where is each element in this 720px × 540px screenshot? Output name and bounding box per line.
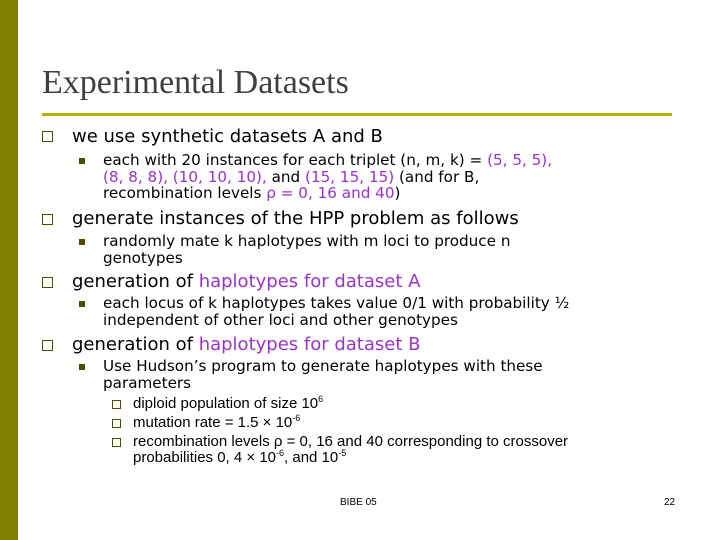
bullet-generate-instances: generate instances of the HPP problem as follows — [72, 208, 519, 229]
bullet-datasets: we use synthetic datasets A and B — [72, 126, 383, 147]
sub-bullet-instances: each with 20 instances for each triplet (n, m, k) = (5, 5, 5), (8, 8, 8), (10, 10, 10), and (15, 15, 15) (and for B, recombination levels ρ = 0, 16 and 40) — [103, 151, 553, 202]
param-population: diploid population of size $10^6$ — [133, 394, 324, 412]
filled-square-bullet-icon — [79, 158, 85, 164]
param-recombination: recombination levels ρ = 0, 16 and 40 corresponding to crossover probabilities 0, $4 \times 10^{-6}$, and $10^{-5}$ — [133, 433, 569, 466]
hollow-square-bullet-icon — [112, 400, 121, 409]
sub-bullet-locus: each locus of k haplotypes takes value 0/1 with probability ½ independent of other loci and other genotypes — [103, 294, 570, 329]
filled-square-bullet-icon — [79, 239, 85, 245]
filled-square-bullet-icon — [79, 364, 85, 370]
slide-title: Experimental Datasets — [42, 64, 349, 101]
hollow-square-bullet-icon — [42, 277, 53, 288]
bullet-dataset-b: generation of haplotypes for dataset B — [72, 334, 421, 355]
param-mutation-rate: mutation rate = $1.5 \times 10^{-6}$ — [133, 413, 301, 431]
hollow-square-bullet-icon — [42, 214, 53, 225]
bullet-dataset-a: generation of haplotypes for dataset A — [72, 271, 421, 292]
filled-square-bullet-icon — [79, 301, 85, 307]
hollow-square-bullet-icon — [42, 340, 53, 351]
title-underline — [42, 113, 672, 116]
side-accent-bar — [0, 0, 18, 540]
footer-label: BIBE 05 — [340, 497, 377, 508]
hollow-square-bullet-icon — [42, 131, 53, 142]
hollow-square-bullet-icon — [112, 419, 121, 428]
sub-bullet-hudson: Use Hudson’s program to generate haplotypes with these parameters — [103, 357, 543, 392]
sub-bullet-random-mate: randomly mate k haplotypes with m loci to produce n genotypes — [103, 232, 511, 267]
page-number: 22 — [664, 497, 676, 508]
hollow-square-bullet-icon — [112, 438, 121, 447]
